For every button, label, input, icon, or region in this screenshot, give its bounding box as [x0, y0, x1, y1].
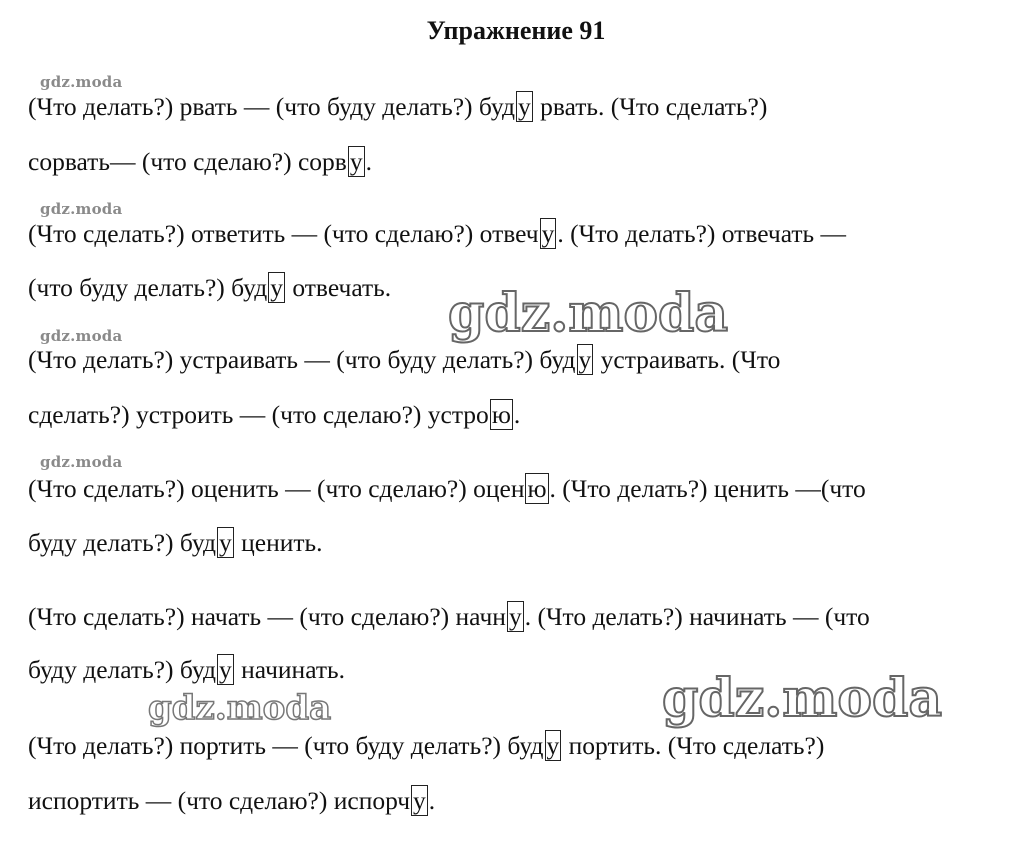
text-line: буду делать?) буд у начинать. — [28, 655, 346, 684]
ending-box: у — [413, 786, 426, 815]
text-line: (Что делать?) портить — (что буду делать?) буд у портить. (Что сделать?) — [28, 731, 825, 760]
ending-box: у — [518, 92, 531, 121]
text-line: (Что сделать?) ответить — (что сделаю?) отвеч у . (Что делать?) отвечать — — [28, 219, 847, 248]
ending-box: у — [219, 655, 232, 684]
ending-box: у — [541, 219, 555, 248]
text-line: (Что сделать?) оценить — (что сделаю?) оцен ю . (Что делать?) ценить —(что — [28, 474, 866, 503]
ending-box: у — [578, 345, 592, 374]
watermark-small: gdz.moda — [40, 73, 123, 91]
ending-box: у — [508, 602, 522, 631]
ending-box: у — [546, 731, 560, 760]
watermark-large: gdz.moda — [662, 668, 943, 729]
ending-box: ю — [491, 400, 511, 429]
text-line: (Что сделать?) начать — (что сделаю?) начн у . (Что делать?) начинать — (что — [28, 602, 870, 631]
ending-box: у — [219, 528, 232, 557]
ending-box: у — [349, 147, 363, 176]
watermark-medium: gdz.moda — [148, 688, 332, 728]
text-line: испортить — (что сделаю?) испорч у . — [28, 786, 436, 815]
watermark-small: gdz.moda — [40, 453, 123, 471]
text-line: (Что делать?) устраивать — (что буду делать?) буд у устраивать. (Что — [28, 345, 781, 374]
text-line: сорвать— (что сделаю?) сорв у . — [28, 147, 372, 176]
text-line: сделать?) устроить — (что сделаю?) устро ю . — [28, 400, 521, 429]
ending-box: у — [270, 273, 283, 302]
text-line: (Что делать?) рвать — (что буду делать?) буд у рвать. (Что сделать?) — [28, 92, 768, 121]
watermark-small: gdz.moda — [40, 327, 123, 345]
watermark-small: gdz.moda — [40, 200, 123, 218]
text-line: буду делать?) буд у ценить. — [28, 528, 323, 557]
ending-box: ю — [527, 474, 547, 503]
page-title: Упражнение 91 — [426, 16, 606, 45]
text-line: (что буду делать?) буд у отвечать. — [28, 273, 392, 302]
watermark-large: gdz.moda — [448, 283, 729, 344]
